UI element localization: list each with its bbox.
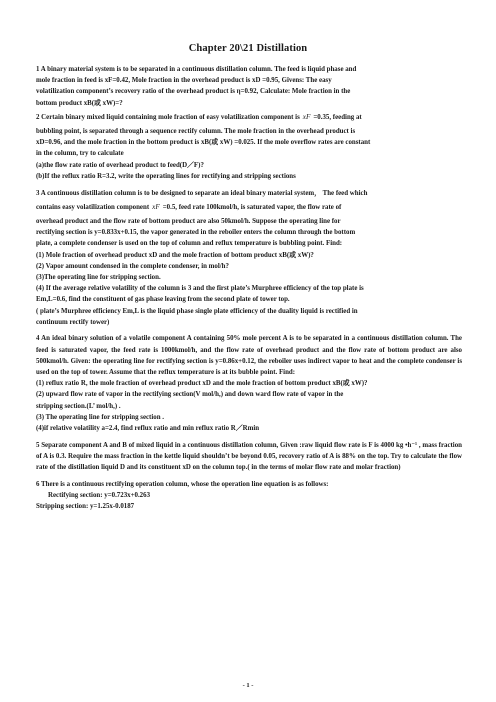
text-line: plate, a complete condenser is used on the top of column and reflux temperature is bubbling point. Find: — [36, 240, 343, 248]
problem-6 — [36, 479, 462, 513]
text-line — [36, 202, 462, 213]
text-line: Stripping section: y=1.25x-0.0187 — [36, 503, 135, 511]
text-line: stripping section.(L’ mol/h,) . — [36, 402, 121, 410]
text-line: (2) Vapor amount condensed in the complete condenser, in mol/h? — [36, 262, 229, 270]
text-line: (1) reflux ratio R, the mole fraction of overhead product xD and the mole fraction of bottom product xB(或 xW)? — [36, 380, 368, 388]
text-line: Em,L=0.6, find the constituent of gas phase leaving from the second plate of tower top. — [36, 296, 290, 304]
problem-2 — [36, 112, 462, 182]
problem-3 — [36, 188, 462, 328]
text-segment: =0.35, feeding at — [313, 113, 362, 121]
text-line: bottom product xB(或 xW)=? — [36, 99, 123, 107]
problem-list — [36, 64, 462, 513]
problem-5 — [36, 440, 462, 474]
text-line: Rectifying section: y=0.723x+0.263 — [48, 492, 151, 500]
text-line: (3)The operating line for stripping section. — [36, 273, 161, 281]
text-line: rectifying section is y=0.833x+0.15, the vapor generated in the reboiler enters the column through the bottom — [36, 229, 356, 237]
text-line: in the column, try to calculate — [36, 150, 124, 158]
text-paragraph: 5 Separate component A and B of mixed liquid in a continuous distillation column, Given :raw liquid flow rate is F is 4000 kg •h⁻¹ , mass fraction of A is 0.3. Require the mass fraction in the kettle liquid shouldn’t be beyond 0.05, recovery ratio of A is 88% on the top. Try to calculate the flow rate of the distillation liquid D and its constituent xD on the column top.( in the terms of molar flow rate and molar fraction) — [36, 441, 462, 472]
text-line: 6 There is a continuous rectifying operation column, whose the operation line equation is as follows: — [36, 480, 329, 488]
text-paragraph: 4 An ideal binary solution of a volatile component A containing 50% mole percent A is to be separated in a continuous distillation column. The feed is saturated vapor, the feed rate is 1000kmol/h, and the flow rate of overhead product and the flow rate of bottom product are also 500kmol/h. Given: the operating line for rectifying section is y=0.86x+0.12, the reboiler uses indirect vapor to heat and the complete condenser is used on the top of tower. Assume that the reflux temperature is at its bubble point. Find: — [36, 335, 462, 377]
text-line: 3 A continuous distillation column is to be designed to separate an ideal binary material system， The feed which — [36, 189, 368, 197]
text-line: 1 A binary material system is to be separated in a continuous distillation column. The feed is liquid phase and — [36, 66, 357, 73]
text-line: ( plate’s Murphree efficiency Em,L is the liquid phase single plate efficiency of the duality liquid is rectified in — [36, 307, 358, 315]
text-line: volatilization component’s recovery ratio of the overhead product is η=0.92, Calculate: Mole fraction in the — [36, 88, 351, 96]
text-segment: 2 Certain binary mixed liquid containing mole fraction of easy volatilization component is — [36, 113, 300, 121]
text-line: (b)If the reflux ratio R=3.2, write the operating lines for rectifying and stripping sections — [36, 172, 296, 180]
text-line: (1) Mole fraction of overhead product xD and the mole fraction of bottom product xB(或 xW)? — [36, 251, 314, 259]
text-line: bubbling point, is separated through a sequence rectify column. The mole fraction in the overhead product is — [36, 128, 356, 136]
text-segment: contains easy volatilization component — [36, 203, 150, 211]
text-line: xD=0.96, and the mole fraction in the bottom product is xB(或 xW) =0.025. If the mole overflow rates are constant — [36, 139, 371, 147]
page-title: Chapter 20\21 Distillation — [188, 43, 308, 54]
problem-4 — [36, 333, 462, 434]
math-symbol: xF — [302, 112, 311, 121]
text-line: (4)if relative volatility a=2.4, find reflux ratio and min reflux ratio R／Rmin — [36, 425, 260, 433]
problem-1 — [36, 64, 462, 109]
text-line — [36, 112, 462, 123]
page-number: - 1 - — [242, 682, 254, 689]
text-segment: =0.5, feed rate 100kmol/h, is saturated vapor, the flow rate of — [162, 203, 342, 211]
text-line: (4) If the average relative volatility of the column is 3 and the first plate’s Murphree efficiency of the top plate is — [36, 285, 364, 293]
text-line: (3) The operating line for stripping section . — [36, 413, 164, 421]
text-line: overhead product and the flow rate of bottom product are also 50kmol/h. Suppose the operating line for — [36, 217, 341, 225]
text-line: continuum rectify tower) — [36, 318, 110, 326]
text-line: (2) upward flow rate of vapor in the rectifying section(V mol/h,) and down ward flow rate of vapor in the — [36, 391, 344, 399]
math-symbol: xF — [152, 202, 160, 211]
text-line: (a)the flow rate ratio of overhead product to feed(D／F)? — [36, 161, 204, 169]
text-line: mole fraction in feed is xF=0.42, Mole fraction in the overhead product is xD =0.95, Givens: The easy — [36, 77, 332, 85]
